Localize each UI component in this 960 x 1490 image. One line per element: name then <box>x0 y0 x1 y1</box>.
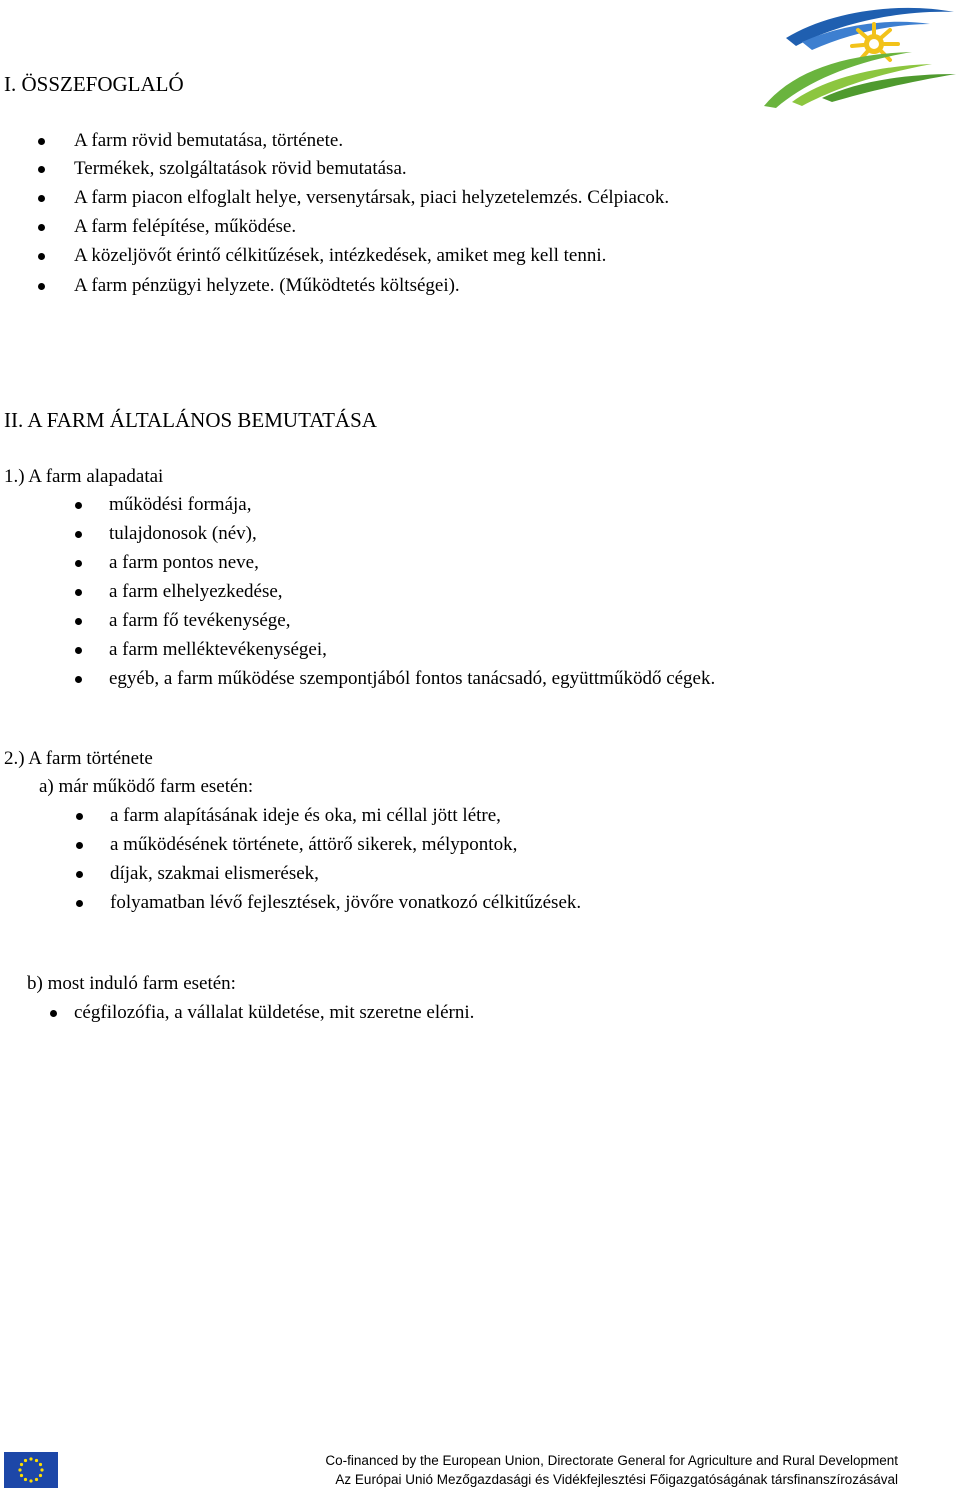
list-item <box>74 158 407 180</box>
list-item-text: egyéb, a farm működése szempontjából fontos tanácsadó, együttműködő cégek. <box>109 668 716 689</box>
list-item-text: tulajdonosok (név), <box>109 523 257 544</box>
bullet-icon <box>38 138 45 145</box>
list-item-text: a farm pontos neve, <box>109 552 259 573</box>
list-item <box>109 494 251 516</box>
list-item <box>109 523 257 545</box>
bullet-icon <box>50 1010 57 1017</box>
list-item <box>109 610 290 632</box>
list-item <box>74 187 669 209</box>
list-item <box>74 275 460 297</box>
list-item-text: működési formája, <box>109 494 252 515</box>
bullet-icon <box>38 224 45 231</box>
subsection-2a-title: a) már működő farm esetén: <box>39 776 254 797</box>
list-item-text: folyamatban lévő fejlesztések, jövőre vonatkozó célkitűzések. <box>110 892 582 913</box>
section-2-heading: II. A FARM ÁLTALÁNOS BEMUTATÁSA <box>4 408 377 432</box>
list-item-text: A farm pénzügyi helyzete. (Működtetés költségei). <box>74 275 460 296</box>
section-1-heading: I. ÖSSZEFOGLALÓ <box>4 72 184 96</box>
list-item-text: díjak, szakmai elismerések, <box>110 863 319 884</box>
list-item <box>74 1002 474 1024</box>
subsection-2-title: 2.) A farm története <box>4 748 153 769</box>
bullet-icon <box>38 166 45 173</box>
list-item <box>110 834 517 856</box>
list-item <box>74 130 343 152</box>
bullet-icon <box>38 195 45 202</box>
footer-hungarian: Az Európai Unió Mezőgazdasági és Vidékfejlesztési Főigazgatóságának társfinanszírozásával <box>335 1472 898 1487</box>
bullet-icon <box>75 560 82 567</box>
bullet-icon <box>75 647 82 654</box>
list-item-text: a működésének története, áttörő sikerek, mélypontok, <box>110 834 518 855</box>
list-item <box>109 552 259 574</box>
list-item-text: a farm alapításának ideje és oka, mi céllal jött létre, <box>110 805 501 826</box>
list-item <box>74 245 606 267</box>
list-item <box>109 581 283 603</box>
list-item <box>110 863 319 885</box>
list-item-text: A közeljövőt érintő célkitűzések, intézkedések, amiket meg kell tenni. <box>74 245 607 266</box>
list-item-text: A farm felépítése, működése. <box>74 216 297 237</box>
bullet-icon <box>76 813 83 820</box>
bullet-icon <box>75 531 82 538</box>
subsection-1-title: 1.) A farm alapadatai <box>4 466 164 487</box>
footer-english: Co-financed by the European Union, Directorate General for Agriculture and Rural Development <box>325 1453 898 1468</box>
bullet-icon <box>75 618 82 625</box>
bullet-icon <box>76 900 83 907</box>
bullet-icon <box>76 842 83 849</box>
list-item-text: Termékek, szolgáltatások rövid bemutatása. <box>74 158 407 179</box>
bullet-icon <box>38 253 45 260</box>
list-item-text: cégfilozófia, a vállalat küldetése, mit szeretne elérni. <box>74 1002 475 1023</box>
bullet-icon <box>75 676 82 683</box>
list-item <box>110 805 501 827</box>
list-item <box>109 639 327 661</box>
list-item-text: a farm fő tevékenysége, <box>109 610 291 631</box>
bullet-icon <box>75 589 82 596</box>
eu-flag-icon <box>4 1452 58 1488</box>
list-item-text: a farm melléktevékenységei, <box>109 639 327 660</box>
list-item <box>110 892 581 914</box>
list-item-text: A farm piacon elfoglalt helye, versenytársak, piaci helyzetelemzés. Célpiacok. <box>74 187 670 208</box>
list-item-text: a farm elhelyezkedése, <box>109 581 283 602</box>
list-item-text: A farm rövid bemutatása, története. <box>74 130 344 151</box>
list-item <box>109 668 715 690</box>
bullet-icon <box>38 283 45 290</box>
bullet-icon <box>75 502 82 509</box>
sun-over-fields-logo-icon <box>762 2 958 110</box>
subsection-2b-title: b) most induló farm esetén: <box>27 973 236 994</box>
bullet-icon <box>76 871 83 878</box>
list-item <box>74 216 296 238</box>
